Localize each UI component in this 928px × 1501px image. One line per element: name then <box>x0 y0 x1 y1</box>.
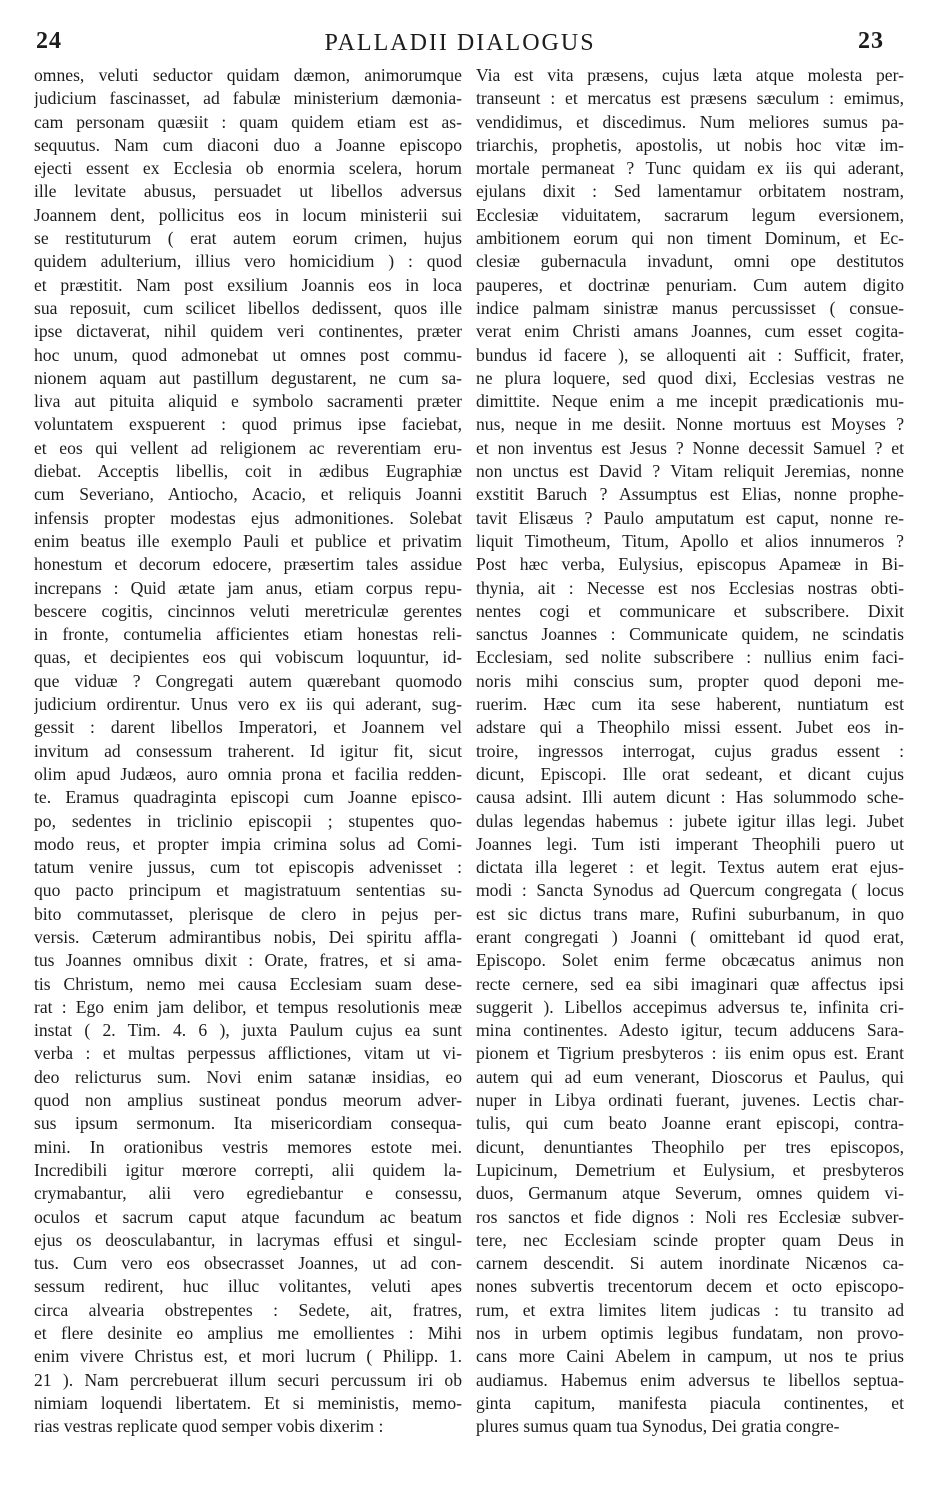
text-line: que viduæ ? Congregati autem quærebant quomodo <box>34 670 462 691</box>
text-line: gessit : darent libellos Imperatori, et Joannem vel <box>34 717 462 738</box>
running-title: PALLADII DIALOGUS <box>324 30 596 56</box>
text-line: tulis, qui cum beato Joanne erant episcopi, contra- <box>476 1113 904 1134</box>
text-line: se restituturum ( erat autem eorum crimen, hujus <box>34 228 462 249</box>
text-line: instat ( 2. Tim. 4. 6 ), juxta Paulum cujus ea sunt <box>34 1020 462 1041</box>
text-line: judicium ordirentur. Unus vero ex iis qui aderant, sug- <box>34 694 462 715</box>
text-line: Via est vita præsens, cujus læta atque molesta per- <box>476 65 904 85</box>
text-line: exstitit Baruch ? Assumptus est Elias, nonne prophe- <box>476 484 904 505</box>
text-line: triarchis, prophetis, apostolis, ut nobis hoc vitæ im- <box>476 134 904 155</box>
text-line: voluntatem exspuerent : quod primus ipse faciebat, <box>34 414 462 435</box>
text-line: te. Eramus quadraginta episcopi cum Joanne episco- <box>34 787 462 808</box>
text-line: Ecclesiæ viduitatem, sacrarum legum eversionem, <box>476 204 904 225</box>
text-line: cam personam quæsiit : quam quidem etiam est as- <box>34 111 462 132</box>
text-line: mortale permaneat ? Tunc quidam ex iis qui aderant, <box>476 158 904 179</box>
text-line: olim apud Judæos, auro omnia prona et facilia redden- <box>34 763 462 784</box>
text-line: enim vivere Christus est, et mori lucrum ( Philipp. 1. <box>34 1346 462 1367</box>
text-line: tus Joannes omnibus dixit : Orate, fratres, et si ama- <box>34 950 462 971</box>
text-line: quidem adulterium, illius vero homicidium ) : quod <box>34 251 462 272</box>
text-line: liva aut pituita aliquid e symbolo sacramenti præter <box>34 391 462 412</box>
text-line: modo reus, et propter impia crimina solus ad Comi- <box>34 833 462 854</box>
text-line: verat enim Christi amans Joannes, cum esset cogita- <box>476 321 904 342</box>
text-line: non unctus est David ? Vitam reliquit Jeremias, nonne <box>476 461 904 482</box>
text-line: noris mihi conscius sum, propter quod deponi me- <box>476 670 904 691</box>
text-line: et eos qui vellent ad religionem ac reverentiam eru- <box>34 437 462 458</box>
text-line: tus. Cum vero eos obsecrasset Joannes, ut ad con- <box>34 1253 462 1274</box>
text-line: Episcopo. Solet enim ferme obcæcatus animus non <box>476 950 904 971</box>
text-line: nus, neque in me desiit. Nonne mortuus est Moyses ? <box>476 414 904 435</box>
text-line: ruerim. Hæc cum ita sese haberent, nuntiatum est <box>476 694 904 715</box>
text-line: nionem aquam aut pastillum degustarent, ne cum sa- <box>34 367 462 388</box>
text-line: Ecclesiam, sed nolite subscribere : nullius enim faci- <box>476 647 904 668</box>
text-line: verba : et multas perpessus afflictiones, vitam ut vi- <box>34 1043 462 1064</box>
text-line: thynia, ait : Necesse est nos Ecclesias nostras obti- <box>476 577 904 598</box>
left-page-number: 24 <box>36 28 62 54</box>
text-line: hoc unum, quod admonebat ut omnes post commu- <box>34 344 462 365</box>
text-line: in fronte, contumelia afficientes etiam honestas reli- <box>34 624 462 645</box>
text-line: Post hæc verba, Eulysius, episcopus Apameæ in Bi- <box>476 554 904 575</box>
text-line: liquit Timotheum, Titum, Apollo et alios innumeros ? <box>476 530 904 551</box>
text-line: ille levitate abusus, persuadet ut libellos adversus <box>34 181 462 202</box>
text-line: ejulans dixit : Sed lamentamur orbitatem nostram, <box>476 181 904 202</box>
text-line: indice palmam sinistræ manus percussisset ( consue- <box>476 297 904 318</box>
text-line: quod non amplius sustineat pondus meorum adver- <box>34 1090 462 1111</box>
text-line: dulas legendas habemus : jubete igitur illas legi. Jubet <box>476 810 904 831</box>
text-line: diebat. Acceptis libellis, coit in ædibus Eugraphiæ <box>34 461 462 482</box>
text-line: deo relicturus sum. Novi enim satanæ insidias, eo <box>34 1066 462 1087</box>
text-line: oculos et sacrum caput atque facundum ac beatum <box>34 1206 462 1227</box>
text-line: dicunt, Episcopi. Ille orat sedeant, et dicant cujus <box>476 763 904 784</box>
text-line: ejecti essent ex Ecclesia ob enormia scelera, horum <box>34 158 462 179</box>
text-line: omnes, veluti seductor quidam dæmon, animorumque <box>34 65 462 85</box>
text-line: bescere cogitis, cincinnos veluti meretriculæ gerentes <box>34 600 462 621</box>
text-line: sessum redirent, huc illuc volitantes, veluti apes <box>34 1276 462 1297</box>
text-line: ambitionem eorum qui non timent Dominum, et Ec- <box>476 228 904 249</box>
text-line: Joannem dent, pollicitus eos in locum ministerii sui <box>34 204 462 225</box>
text-line: circa alvearia obstrepentes : Sedete, ait, fratres, <box>34 1299 462 1320</box>
text-line: plures sumus quam tua Synodus, Dei gratia congre- <box>476 1416 840 1437</box>
right-page-number: 23 <box>858 28 884 54</box>
text-line: Lupicinum, Demetrium et Eulysium, et presbyteros <box>476 1159 904 1180</box>
text-line: erant congregati ) Joanni ( omittebant id quod erat, <box>476 926 904 947</box>
text-line: invitum ad consessum traherent. Id igitur fit, sicut <box>34 740 462 761</box>
text-line: enim beatus ille exemplo Pauli et publice et privatim <box>34 530 462 551</box>
text-line: increpans : Quid ætate jam anus, etiam corpus repu- <box>34 577 462 598</box>
text-line: mina continentes. Adesto igitur, tecum adducens Sara- <box>476 1020 904 1041</box>
text-line: vendidimus, et discedimus. Num meliores sumus pa- <box>476 111 904 132</box>
text-line: sus ipsum sermonum. Ita misericordiam consequa- <box>34 1113 462 1134</box>
text-line: cans more Caini Abelem in campum, ut nos te prius <box>476 1346 904 1367</box>
text-line: suggerit ). Libellos accepimus adversus te, infinita cri- <box>476 996 904 1017</box>
text-line: ginta capitum, manifesta piacula continentes, et <box>476 1392 904 1413</box>
text-line: crymabantur, alii vero egrediebantur e consessu, <box>34 1183 462 1204</box>
text-line: infensis propter modestas ejus admonitiones. Solebat <box>34 507 462 528</box>
text-line: po, sedentes in triclinio episcopii ; stupentes quo- <box>34 810 462 831</box>
text-line: versis. Cæterum admirantibus nobis, Dei spiritu affla- <box>34 926 462 947</box>
text-line: nos in urbem optimis legibus fundatam, non provo- <box>476 1323 904 1344</box>
text-line: nuper in Libya ordinati fuerant, juvenes. Lectis char- <box>476 1090 904 1111</box>
text-line: 21 ). Nam percrebuerat illum securi percussum iri ob <box>34 1369 462 1390</box>
running-header <box>36 28 884 62</box>
text-line: tavit Elisæus ? Paulo amputatum est caput, nonne re- <box>476 507 904 528</box>
text-line: tis Christum, nemo mei causa Ecclesiam suam dese- <box>34 973 462 994</box>
text-line: sua reposuit, cum scilicet libellos dedissent, quos ille <box>34 297 462 318</box>
text-line: rat : Ego enim jam delibor, et tempus resolutionis meæ <box>34 996 462 1017</box>
text-line: causa adsint. Illi autem dicunt : Has solummodo sche- <box>476 787 904 808</box>
text-line: pionem et Tigrium presbyteros : iis enim opus est. Erant <box>476 1043 904 1064</box>
text-line: quas, et decipientes eos qui vobiscum loquuntur, id- <box>34 647 462 668</box>
text-line: mini. In orationibus vestris memores estote mei. <box>34 1136 462 1157</box>
left-text-column <box>34 64 462 1496</box>
text-line: bito commutasset, plerisque de clero in pejus per- <box>34 903 462 924</box>
text-line: tatum venire jussus, cum tot episcopis advenisset : <box>34 857 462 878</box>
text-line: Incredibili igitur mœrore correpti, alii quidem la- <box>34 1159 462 1180</box>
text-line: ne plura loquere, sed quod dixi, Ecclesias vestras ne <box>476 367 904 388</box>
text-line: nentes cogi et communicare et subscribere. Dixit <box>476 600 904 621</box>
text-line: ipse dictaverat, nihil quidem veri continentes, præter <box>34 321 462 342</box>
text-line: sequutus. Nam cum diaconi duo a Joanne episcopo <box>34 134 462 155</box>
text-line: audiamus. Habemus enim adversus te libellos septua- <box>476 1369 904 1390</box>
text-line: clesiæ gubernacula invadunt, omni ope destitutos <box>476 251 904 272</box>
text-line: et non inventus est Jesus ? Nonne decessit Samuel ? et <box>476 437 904 458</box>
text-line: dicunt, denuntiantes Theophilo per tres episcopos, <box>476 1136 904 1157</box>
text-line: bundus id facere ), se alloquenti ait : Sufficit, frater, <box>476 344 904 365</box>
text-line: autem qui ad eum venerant, Dioscorus et Paulus, qui <box>476 1066 904 1087</box>
text-line: judicium fascinasset, ad fabulæ ministerium dæmonia- <box>34 88 462 109</box>
right-text-column <box>476 64 904 1496</box>
text-line: pauperes, et doctrinæ penuriam. Cum autem digito <box>476 274 904 295</box>
text-line: dictata illa legeret : et legit. Textus autem erat ejus- <box>476 857 904 878</box>
text-line: troire, ingressos interrogat, cujus gradus essent : <box>476 740 904 761</box>
text-line: Joannes legi. Tum isti imperant Theophili puero ut <box>476 833 904 854</box>
text-line: rum, et extra limites litem judicas : tu transito ad <box>476 1299 904 1320</box>
text-line: nimiam loquendi libertatem. Et si meministis, memo- <box>34 1392 462 1413</box>
text-line: dimittite. Neque enim a me incepit prædicationis mu- <box>476 391 904 412</box>
text-line: carnem descendit. Si autem inordinate Nicænos ca- <box>476 1253 904 1274</box>
text-line: rias vestras replicate quod semper vobis dixerim : <box>34 1416 384 1437</box>
text-line: tere, nec Ecclesiam scinde propter quam Deus in <box>476 1229 904 1250</box>
text-line: nones subvertis trecentorum decem et octo episcopo- <box>476 1276 904 1297</box>
text-line: ros sanctos et fide dignos : Noli res Ecclesiæ subver- <box>476 1206 904 1227</box>
text-line: et flere desinite eo amplius me emollientes : Mihi <box>34 1323 462 1344</box>
text-line: duos, Germanum atque Severum, omnes quidem vi- <box>476 1183 904 1204</box>
text-line: est sic dictus trans mare, Rufini suburbanum, in quo <box>476 903 904 924</box>
text-line: quo pacto principum et magistratuum sententias su- <box>34 880 462 901</box>
text-line: ejus os deosculabantur, in lacrymas effusi et singul- <box>34 1229 462 1250</box>
text-line: adstare qui a Theophilo missi essent. Jubet eos in- <box>476 717 904 738</box>
text-line: sanctus Joannes : Communicate quidem, ne scindatis <box>476 624 904 645</box>
text-line: et præstitit. Nam post exsilium Joannis eos in loca <box>34 274 462 295</box>
text-line: honestum et decorum edocere, præsertim tales assidue <box>34 554 462 575</box>
text-line: transeunt : et mercatus est præsens sæculum : emimus, <box>476 88 904 109</box>
text-line: cum Severiano, Antiocho, Acacio, et reliquis Joanni <box>34 484 462 505</box>
text-line: recte cernere, sed ea sibi imaginari quæ affectus ipsi <box>476 973 904 994</box>
text-line: modi : Sancta Synodus ad Quercum congregata ( locus <box>476 880 904 901</box>
